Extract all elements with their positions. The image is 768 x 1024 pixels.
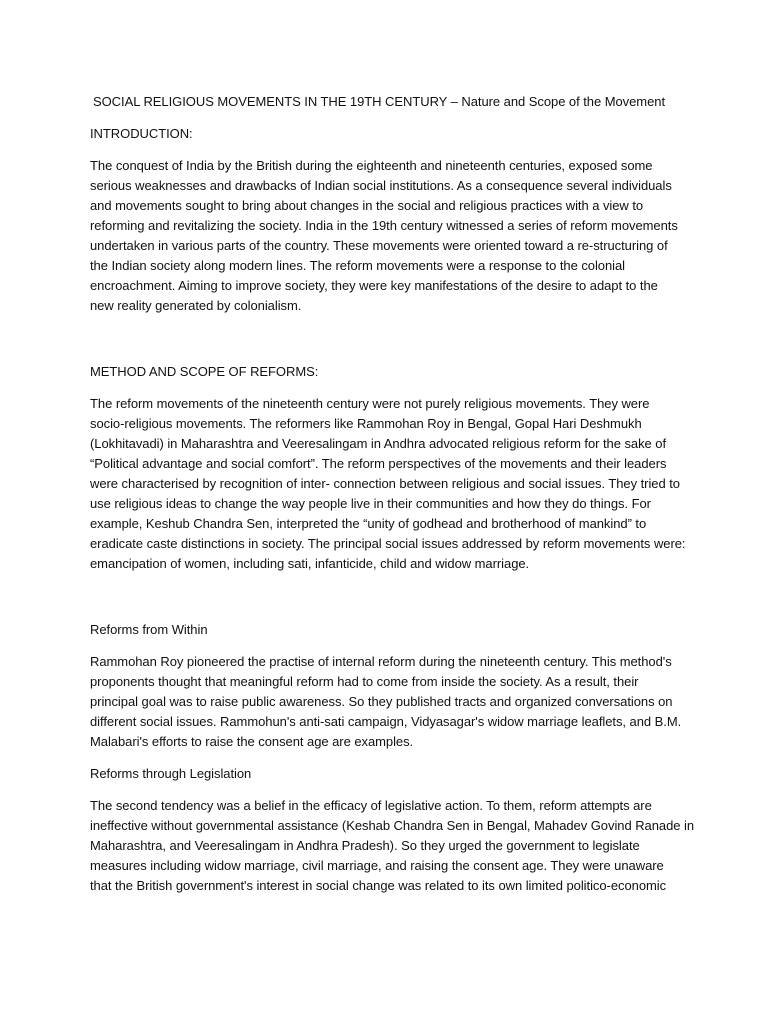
paragraph-line: Malabari's efforts to raise the consent age are examples. — [90, 734, 414, 749]
method-heading: METHOD AND SCOPE OF REFORMS: — [90, 364, 319, 379]
introduction-paragraph — [90, 156, 678, 316]
within-heading: Reforms from Within — [90, 622, 208, 637]
legislation-paragraph — [90, 796, 695, 896]
paragraph-line: Maharashtra, and Veeresalingam in Andhra Pradesh). So they urged the government to legislate — [90, 838, 640, 853]
document-title: SOCIAL RELIGIOUS MOVEMENTS IN THE 19TH CENTURY – Nature and Scope of the Movement — [93, 94, 666, 109]
paragraph-line: ineffective without governmental assistance (Keshab Chandra Sen in Bengal, Mahadev Govind Ranade in — [90, 818, 695, 833]
paragraph-line: were characterised by recognition of inter- connection between religious and social issues. They tried to — [90, 476, 680, 491]
paragraph-line: new reality generated by colonialism. — [90, 298, 302, 313]
paragraph-line: Rammohan Roy pioneered the practise of internal reform during the nineteenth century. This method's — [90, 654, 672, 669]
paragraph-line: reforming and revitalizing the society. India in the 19th century witnessed a series of reform movements — [90, 218, 678, 233]
spacer — [90, 112, 678, 124]
paragraph-line: proponents thought that meaningful reform had to come from inside the society. As a result, their — [90, 674, 639, 689]
paragraph-line: and movements sought to bring about changes in the social and religious practices with a view to — [90, 198, 644, 213]
spacer — [90, 784, 678, 796]
paragraph-line: encroachment. Aiming to improve society, they were key manifestations of the desire to adapt to the — [90, 278, 658, 293]
paragraph-line: example, Keshub Chandra Sen, interpreted the “unity of godhead and brotherhood of mankind” to — [90, 516, 647, 531]
paragraph-line: socio-religious movements. The reformers like Rammohan Roy in Bengal, Gopal Hari Deshmukh — [90, 416, 642, 431]
paragraph-line: (Lokhitavadi) in Maharashtra and Veeresalingam in Andhra advocated religious reform for the sake of — [90, 436, 667, 451]
paragraph-line: measures including widow marriage, civil marriage, and raising the consent age. They were unaware — [90, 858, 664, 873]
spacer — [90, 752, 678, 764]
spacer — [90, 382, 678, 394]
paragraph-line: The second tendency was a belief in the efficacy of legislative action. To them, reform attempts are — [90, 798, 652, 813]
introduction-heading: INTRODUCTION: — [90, 126, 193, 141]
paragraph-line: different social issues. Rammohun's anti-sati campaign, Vidyasagar's widow marriage leaflets, and B.M. — [90, 714, 682, 729]
spacer — [90, 574, 678, 620]
document-body — [90, 92, 695, 896]
paragraph-line: “Political advantage and social comfort”. The reform perspectives of the movements and their leaders — [90, 456, 667, 471]
paragraph-line: principal goal was to raise public awareness. So they published tracts and organized conversations on — [90, 694, 673, 709]
paragraph-line: serious weaknesses and drawbacks of Indian social institutions. As a consequence several individuals — [90, 178, 672, 193]
paragraph-line: The conquest of India by the British during the eighteenth and nineteenth centuries, exposed some — [90, 158, 653, 173]
paragraph-line: eradicate caste distinctions in society. The principal social issues addressed by reform movements were: — [90, 536, 686, 551]
paragraph-line: The reform movements of the nineteenth century were not purely religious movements. They were — [90, 396, 650, 411]
paragraph-line: the Indian society along modern lines. The reform movements were a response to the colonial — [90, 258, 626, 273]
method-paragraph — [90, 394, 686, 574]
paragraph-line: use religious ideas to change the way people live in their communities and how they do things. For — [90, 496, 651, 511]
spacer — [90, 640, 678, 652]
paragraph-line: that the British government's interest in social change was related to its own limited politico-economic — [90, 878, 667, 893]
spacer — [90, 144, 678, 156]
paragraph-line: emancipation of women, including sati, infanticide, child and widow marriage. — [90, 556, 530, 571]
legislation-heading: Reforms through Legislation — [90, 766, 252, 781]
spacer — [90, 316, 678, 362]
paragraph-line: undertaken in various parts of the country. These movements were oriented toward a re-structuring of — [90, 238, 668, 253]
within-paragraph — [90, 652, 682, 752]
